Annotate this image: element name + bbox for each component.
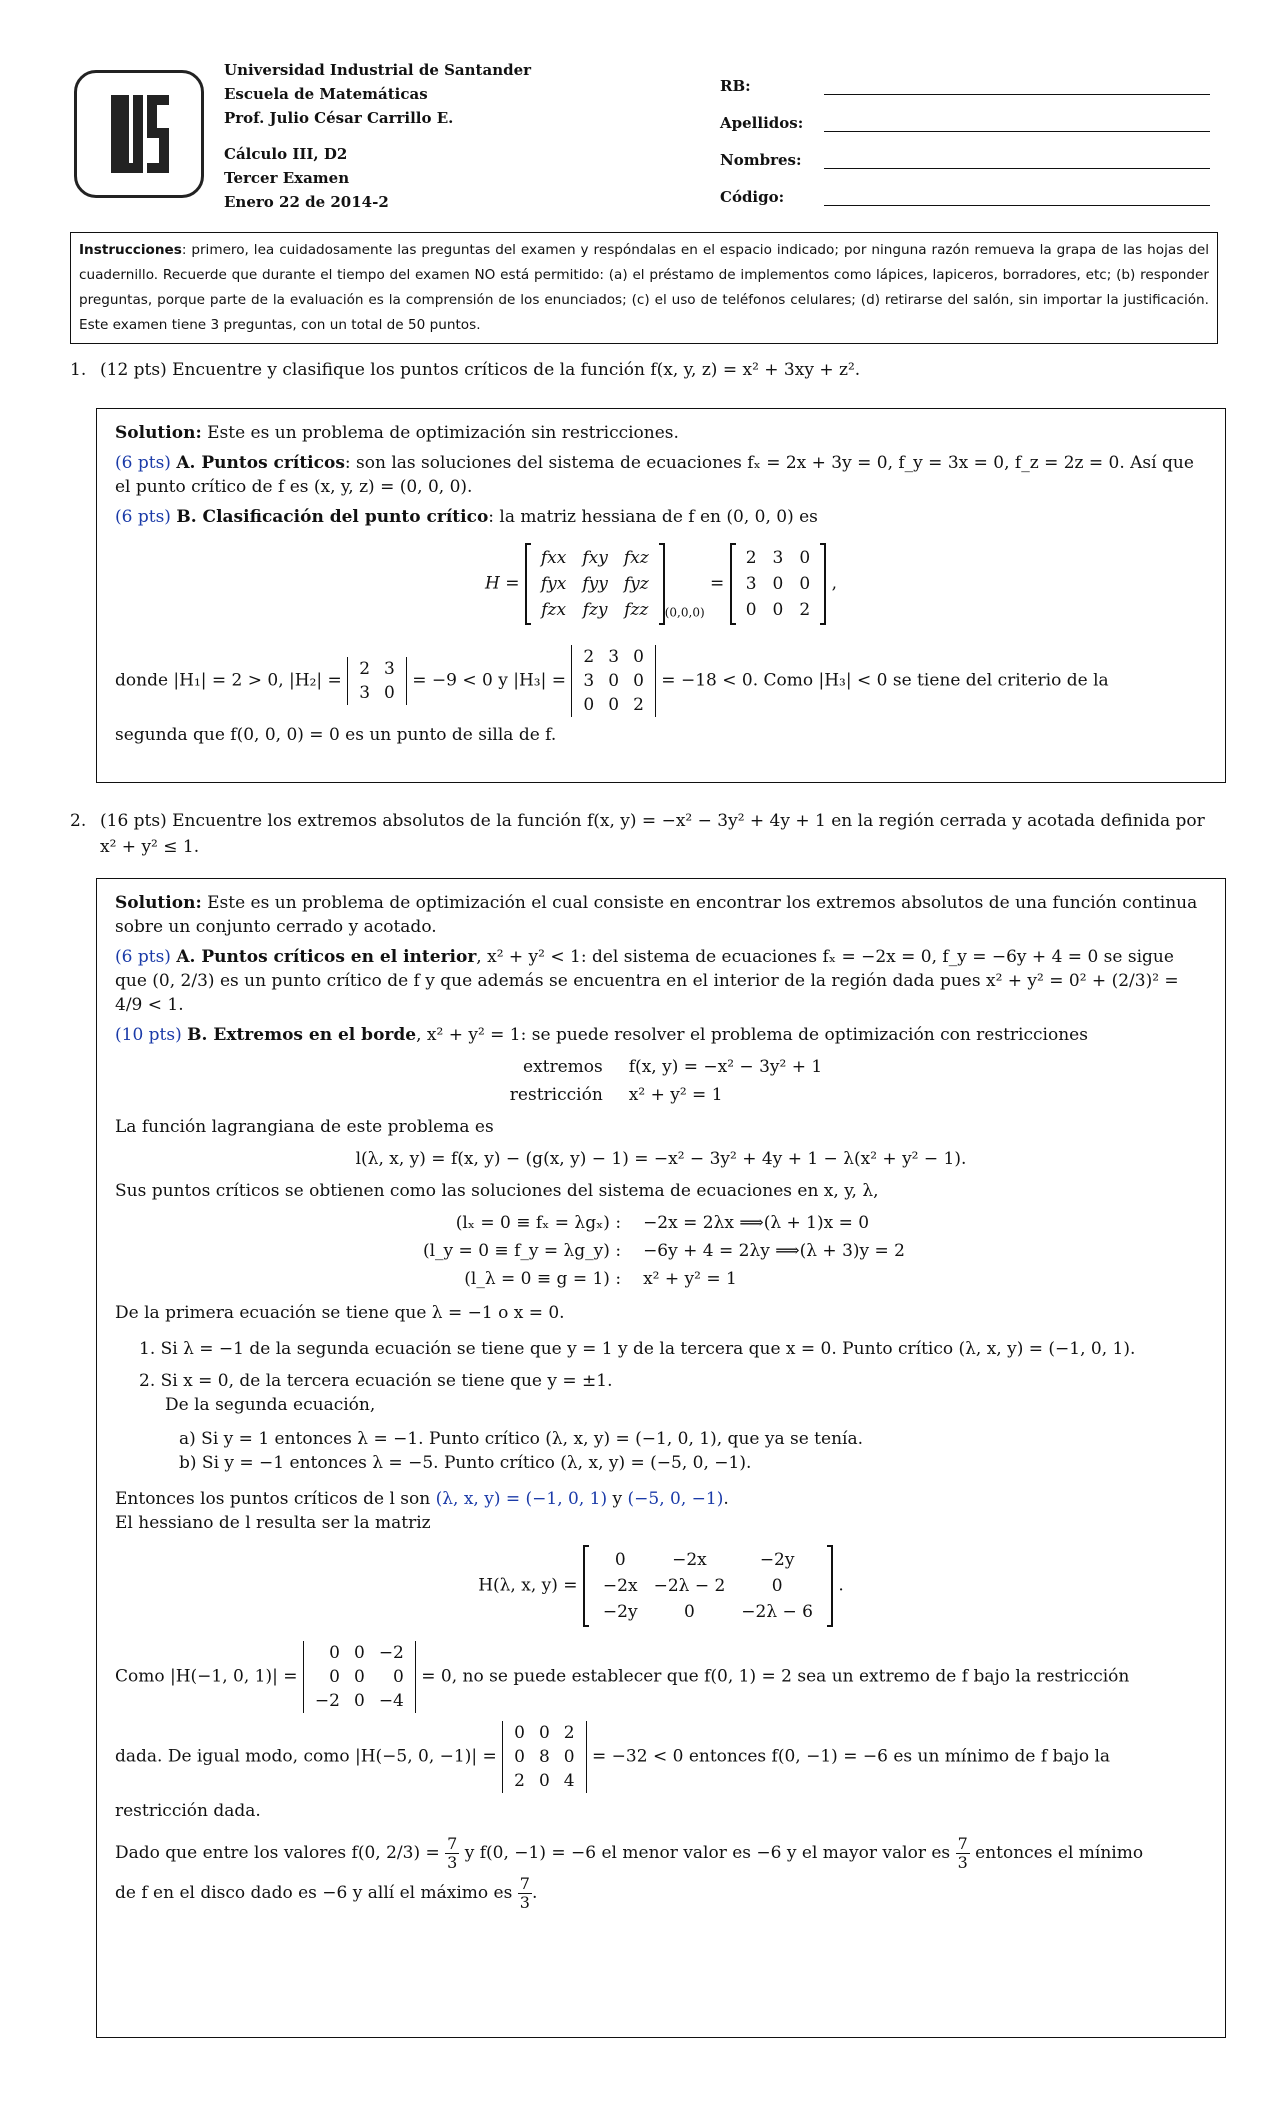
hessian-subscript: (0,0,0) <box>664 605 705 620</box>
bordered-hessian-matrix: 0 −2x −2y −2x −2λ − 2 0 −2y 0 −2λ − 6 <box>583 1545 833 1627</box>
uis-logo-icon <box>77 73 201 195</box>
professor-name: Prof. Julio César Carrillo E. <box>224 109 454 127</box>
part-a-title: A. Puntos críticos <box>176 453 345 473</box>
equation-system: (lₓ = 0 ≡ fₓ = λgₓ) : −2x = 2λx ⟹(λ + 1)x = 0 (l_y = 0 ≡ f_y = λg_y) : −6y + 4 = 2λy ⟹(λ + 3)y = 2 (l_λ = 0 ≡ g = 1) : x² + y² = 1 <box>422 1213 905 1289</box>
question-text: (16 pts) Encuentre los extremos absolutos de la función f(x, y) = −x² − 3y² + 4y + 1 en la región cerrada y acotada definida por x² + y² ≤ 1. <box>100 811 1205 857</box>
university-name: Universidad Industrial de Santander <box>224 61 532 79</box>
lagrangian-equation: l(λ, x, y) = f(x, y) − (g(x, y) − 1) = −x² − 3y² + 4y + 1 − λ(x² + y² − 1). <box>355 1149 967 1169</box>
q1-conclusion: segunda que f(0, 0, 0) = 0 es un punto de silla de f. <box>115 725 557 745</box>
part-a-text: , x² + y² < 1: del sistema de ecuaciones fₓ = −2x = 0, f_y = −6y + 4 = 0 se sigue que (0, 2/3) es un punto crítico de f y que además se encuentra en el interior de la región dada pues x² + y² = 0² + (2/3)² = 4/9 < 1. <box>115 947 1179 1015</box>
question-number: 1. <box>70 360 87 380</box>
det-first-point: Como |H(−1, 0, 1)| = 0 0 −2 0 0 0 −2 0 −4 = 0, no se puede establecer que f(0, 1) = 2 sea un extremo de f bajo la restricción <box>115 1643 1130 1711</box>
case-2b: De la segunda ecuación, <box>165 1395 376 1415</box>
part-b-title: B. Clasificación del punto crítico <box>176 507 489 527</box>
system-intro: Sus puntos críticos se obtienen como las soluciones del sistema de ecuaciones en x, y, λ, <box>115 1181 879 1201</box>
hessian-equation: H = fxx fxy fxz fyx fyy fyz fzx fzy fzz $_{(0,0,0)}$ = 2 3 0 3 0 0 0 0 2 , <box>115 543 1207 625</box>
points-b: (6 pts) <box>115 507 171 527</box>
first-equation: De la primera ecuación se tiene que λ = −1 o x = 0. <box>115 1303 565 1323</box>
part-b-title: B. Extremos en el borde <box>187 1025 417 1045</box>
hessian-numeric-matrix: 2 3 0 3 0 0 0 0 2 <box>730 543 826 625</box>
solution-intro: Este es un problema de optimización sin restricciones. <box>207 423 679 443</box>
final-conclusion: Dado que entre los valores f(0, 2/3) = $\frac{7}{3}$ y f(0, −1) = −6 el menor valor es −6 y el mayor valor es $\frac{7}{3}$ entonces el mínimo de f en el disco dado es −6 y allí el máximo es $\frac{7}{3}$ . <box>115 1834 1144 1912</box>
hessian-intro: El hessiano de l resulta ser la matriz <box>115 1513 431 1533</box>
points-a: (6 pts) <box>115 453 171 473</box>
det-h-minus1: 0 0 −2 0 0 0 −2 0 −4 <box>303 1641 416 1713</box>
part-a-title: A. Puntos críticos en el interior <box>176 947 477 967</box>
instructions-text: : primero, lea cuidadosamente las preguntas del examen y respóndalas en el espacio indicado; por ninguna razón remueva la grapa de las hojas del cuadernillo. Recuerde que durante el tiempo del examen NO está permitido: (a) el préstamo de implementos como lápices, lapiceros, borradores, etc; (b) responder preguntas, porque parte de la evaluación es la comprensión de los enunciados; (c) el uso de teléfonos celulares; (d) retirarse del salón, sin importar la justificación. Este examen tiene 3 preguntas, con un total de 50 puntos. <box>79 242 1209 333</box>
det-second-point: dada. De igual modo, como |H(−5, 0, −1)| = 0 0 2 0 8 0 2 0 4 = −32 < 0 entonces f(0, −1) = −6 es un mínimo de f bajo la <box>115 1723 1111 1791</box>
fraction-7-3: $\frac{7}{3}$ <box>957 1834 968 1872</box>
det-h2: 2 3 3 0 <box>347 657 407 705</box>
case-1: 1. Si λ = −1 de la segunda ecuación se tiene que y = 1 y de la tercera que x = 0. Punto crítico (λ, x, y) = (−1, 0, 1). <box>139 1339 1136 1359</box>
bordered-hessian: H(λ, x, y) = 0 −2x −2y −2x −2λ − 2 0 −2y 0 −2λ − 6 . <box>115 1545 1207 1627</box>
school-name: Escuela de Matemáticas <box>224 85 428 103</box>
part-a-text: : son las soluciones del sistema de ecuaciones fₓ = 2x + 3y = 0, f_y = 3x = 0, f_z = 2z = 0. Así que el punto crítico de f es (x, y, z) = (0, 0, 0). <box>115 453 1194 497</box>
sub-case-b: b) Si y = −1 entonces λ = −5. Punto crítico (λ, x, y) = (−5, 0, −1). <box>179 1453 752 1473</box>
field-nombres[interactable]: Nombres: <box>720 132 1210 169</box>
question-1 <box>70 357 1220 383</box>
det-h-minus5: 0 0 2 0 8 0 2 0 4 <box>502 1721 586 1793</box>
optimization-problem: extremos f(x, y) = −x² − 3y² + 1 restricción x² + y² = 1 <box>509 1057 823 1105</box>
course-name: Cálculo III, D2 <box>224 145 348 163</box>
header-info <box>224 58 531 214</box>
lagrangian-intro: La función lagrangiana de este problema es <box>115 1117 494 1137</box>
instructions-box <box>70 232 1218 344</box>
solution-label: Solution: <box>115 893 202 913</box>
case-2: 2. Si x = 0, de la tercera ecuación se tiene que y = ±1. <box>139 1371 613 1391</box>
solution-label: Solution: <box>115 423 202 443</box>
solution-1 <box>96 408 1226 783</box>
exam-name: Tercer Examen <box>224 169 350 187</box>
restriction-text: restricción dada. <box>115 1801 261 1821</box>
det-h3: 2 3 0 3 0 0 0 0 2 <box>571 645 655 717</box>
student-fields <box>720 58 1210 206</box>
field-rb[interactable]: RB: <box>720 58 1210 95</box>
fraction-7-3: $\frac{7}{3}$ <box>519 1874 530 1912</box>
hessian-symbolic-matrix: fxx fxy fxz fyx fyy fyz fzx fzy fzz <box>525 543 665 625</box>
part-b-text: , x² + y² = 1: se puede resolver el problema de optimización con restricciones <box>416 1025 1088 1045</box>
exam-date: Enero 22 de 2014-2 <box>224 193 389 211</box>
question-2 <box>70 808 1220 860</box>
fraction-7-3: $\frac{7}{3}$ <box>447 1834 458 1872</box>
determinants-line: donde |H₁| = 2 > 0, |H₂| = 2 3 3 0 = −9 < 0 y |H₃| = 2 3 0 3 0 0 0 0 2 = −18 < 0. Como |H₃| < 0 se tiene del criterio de la <box>115 647 1109 715</box>
points-a: (6 pts) <box>115 947 171 967</box>
field-codigo[interactable]: Código: <box>720 169 1210 206</box>
part-b-text: : la matriz hessiana de f en (0, 0, 0) es <box>488 507 818 527</box>
solution-2 <box>96 878 1226 2038</box>
solution-intro: Este es un problema de optimización el cual consiste en encontrar los extremos absolutos de una función continua sobre un conjunto cerrado y acotado. <box>115 893 1198 937</box>
university-logo <box>74 70 204 198</box>
field-apellidos[interactable]: Apellidos: <box>720 95 1210 132</box>
points-b: (10 pts) <box>115 1025 182 1045</box>
sub-case-a: a) Si y = 1 entonces λ = −1. Punto crítico (λ, x, y) = (−1, 0, 1), que ya se tenía. <box>179 1429 864 1449</box>
question-number: 2. <box>70 811 87 831</box>
critical-points: Entonces los puntos críticos de l son (λ, x, y) = (−1, 0, 1) y (−5, 0, −1). <box>115 1489 729 1509</box>
instructions-label: Instrucciones <box>79 242 182 258</box>
question-text: (12 pts) Encuentre y clasifique los puntos críticos de la función f(x, y, z) = x² + 3xy + z². <box>100 360 861 380</box>
